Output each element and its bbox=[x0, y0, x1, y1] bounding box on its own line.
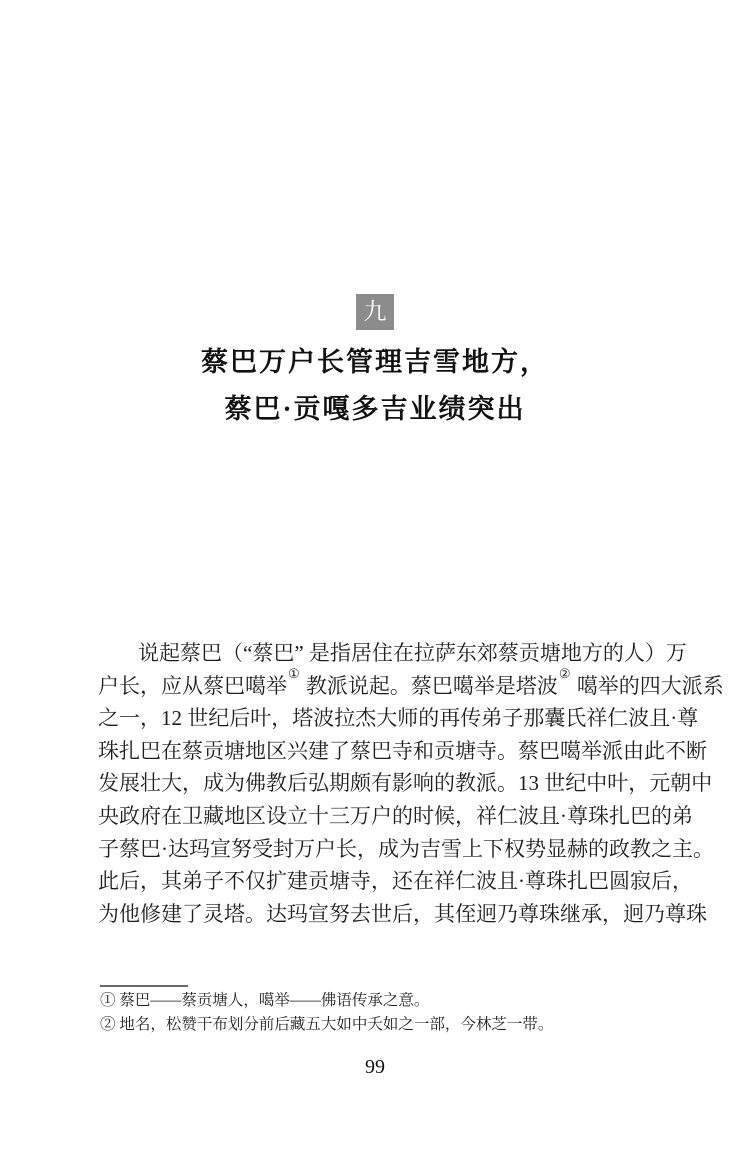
chapter-number-box: 九 bbox=[356, 294, 394, 330]
body-line: 户长，应从蔡巴噶举① 教派说起。蔡巴噶举是塔波② 噶举的四大派系 bbox=[98, 665, 724, 698]
body-line: 央政府在卫藏地区设立十三万户的时候，祥仁波且·尊珠扎巴的弟 bbox=[98, 803, 693, 828]
body-line: 珠扎巴在蔡贡塘地区兴建了蔡巴寺和贡塘寺。蔡巴噶举派由此不断 bbox=[98, 738, 707, 763]
body-line: 为他修建了灵塔。达玛宣努去世后，其侄迥乃尊珠继承，迥乃尊珠 bbox=[98, 901, 707, 926]
body-line: 此后，其弟子不仅扩建贡塘寺，还在祥仁波且·尊珠扎巴圆寂后， bbox=[98, 869, 693, 894]
body-line: 发展壮大，成为佛教后弘期颇有影响的教派。13 世纪中叶，元朝中 bbox=[98, 771, 713, 796]
chapter-title-line-2: 蔡巴·贡嘎多吉业绩突出 bbox=[224, 394, 526, 424]
footnote-1: ① 蔡巴——蔡贡塘人，噶举——佛语传承之意。 bbox=[100, 992, 430, 1009]
footnotes bbox=[100, 989, 660, 1036]
body-line: 说起蔡巴（“蔡巴” 是指居住在拉萨东郊蔡贡塘地方的人）万 bbox=[138, 641, 687, 665]
body-line: 之一，12 世纪后叶，塔波拉杰大师的再传弟子那囊氏祥仁波且·尊 bbox=[98, 706, 699, 731]
footnote-divider bbox=[100, 985, 188, 987]
chapter-title-line-1: 蔡巴万户长管理吉雪地方， bbox=[201, 347, 549, 377]
page-number: 99 bbox=[365, 1056, 385, 1078]
body-line: 子蔡巴·达玛宣努受封万户长，成为吉雪上下权势显赫的政教之主。 bbox=[98, 836, 714, 861]
chapter-title bbox=[0, 339, 750, 433]
body-text bbox=[98, 637, 724, 930]
footnote-2: ② 地名，松赞干布划分前后藏五大如中夭如之一部，今林芝一带。 bbox=[100, 1015, 554, 1033]
